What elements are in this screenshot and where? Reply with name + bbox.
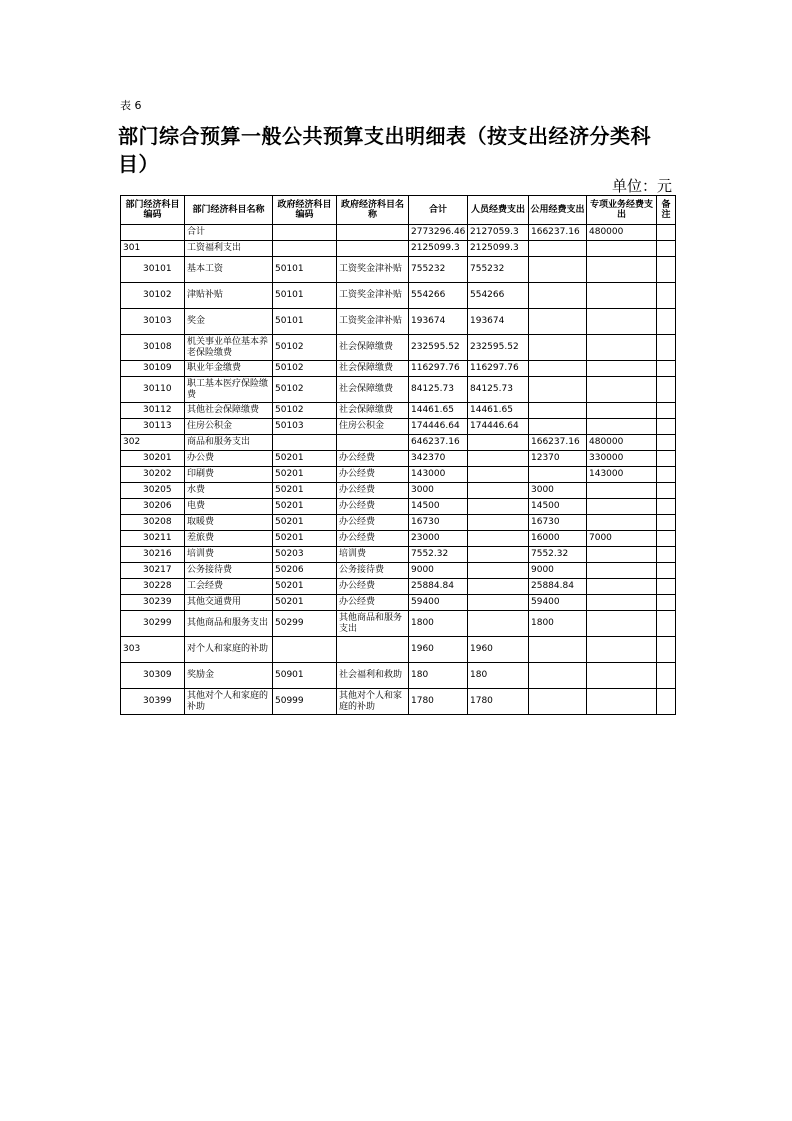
gov-code-cell: 50299 — [273, 611, 337, 637]
gov-name-cell: 办公经费 — [337, 499, 409, 515]
public-expense-cell: 25884.84 — [529, 579, 587, 595]
table-row — [121, 335, 676, 361]
gov-name-cell: 工资奖金津补贴 — [337, 309, 409, 335]
special-expense-cell — [587, 309, 657, 335]
note-cell — [657, 403, 676, 419]
table-row — [121, 309, 676, 335]
personnel-expense-cell — [468, 515, 529, 531]
gov-name-cell — [337, 435, 409, 451]
economic-code-cell: 30309 — [121, 663, 185, 689]
economic-name-cell: 其他对个人和家庭的补助 — [185, 689, 273, 715]
personnel-expense-cell: 2125099.3 — [468, 241, 529, 257]
gov-name-cell: 其他商品和服务支出 — [337, 611, 409, 637]
special-expense-cell — [587, 563, 657, 579]
gov-code-cell: 50206 — [273, 563, 337, 579]
table-row — [121, 403, 676, 419]
personnel-expense-cell: 2127059.3 — [468, 225, 529, 241]
personnel-expense-cell — [468, 483, 529, 499]
note-cell — [657, 257, 676, 283]
special-expense-cell — [587, 595, 657, 611]
special-expense-cell — [587, 403, 657, 419]
table-row — [121, 547, 676, 563]
economic-name-cell: 津贴补贴 — [185, 283, 273, 309]
table-row — [121, 361, 676, 377]
gov-code-cell: 50101 — [273, 283, 337, 309]
special-expense-cell — [587, 483, 657, 499]
economic-name-cell: 商品和服务支出 — [185, 435, 273, 451]
gov-name-cell: 社会保障缴费 — [337, 361, 409, 377]
table-row — [121, 663, 676, 689]
gov-name-cell: 社会保障缴费 — [337, 403, 409, 419]
table-row — [121, 241, 676, 257]
table-row — [121, 467, 676, 483]
economic-code-cell: 30239 — [121, 595, 185, 611]
gov-code-cell: 50201 — [273, 531, 337, 547]
personnel-expense-cell — [468, 531, 529, 547]
note-cell — [657, 225, 676, 241]
table-row — [121, 531, 676, 547]
personnel-expense-cell: 554266 — [468, 283, 529, 309]
note-cell — [657, 689, 676, 715]
personnel-expense-cell: 193674 — [468, 309, 529, 335]
gov-code-cell: 50102 — [273, 361, 337, 377]
economic-name-cell: 合计 — [185, 225, 273, 241]
table-row — [121, 451, 676, 467]
note-cell — [657, 515, 676, 531]
gov-code-cell: 50102 — [273, 403, 337, 419]
column-header: 专项业务经费支出 — [587, 196, 657, 225]
gov-name-cell: 培训费 — [337, 547, 409, 563]
special-expense-cell — [587, 689, 657, 715]
total-cell: 180 — [409, 663, 468, 689]
note-cell — [657, 579, 676, 595]
note-cell — [657, 499, 676, 515]
special-expense-cell — [587, 515, 657, 531]
gov-code-cell: 50901 — [273, 663, 337, 689]
column-header: 部门经济科目编码 — [121, 196, 185, 225]
public-expense-cell: 166237.16 — [529, 435, 587, 451]
economic-code-cell: 30217 — [121, 563, 185, 579]
gov-name-cell: 社会保障缴费 — [337, 377, 409, 403]
gov-name-cell: 办公经费 — [337, 467, 409, 483]
note-cell — [657, 309, 676, 335]
document-title: 部门综合预算一般公共预算支出明细表（按支出经济分类科目） — [118, 124, 651, 176]
gov-code-cell: 50201 — [273, 451, 337, 467]
economic-code-cell: 303 — [121, 637, 185, 663]
economic-name-cell: 住房公积金 — [185, 419, 273, 435]
note-cell — [657, 451, 676, 467]
economic-code-cell: 30108 — [121, 335, 185, 361]
economic-code-cell: 30101 — [121, 257, 185, 283]
economic-code-cell: 302 — [121, 435, 185, 451]
note-cell — [657, 419, 676, 435]
economic-code-cell: 301 — [121, 241, 185, 257]
special-expense-cell: 330000 — [587, 451, 657, 467]
special-expense-cell — [587, 611, 657, 637]
gov-code-cell: 50201 — [273, 483, 337, 499]
special-expense-cell — [587, 663, 657, 689]
special-expense-cell — [587, 499, 657, 515]
economic-code-cell: 30299 — [121, 611, 185, 637]
public-expense-cell — [529, 663, 587, 689]
total-cell: 116297.76 — [409, 361, 468, 377]
economic-code-cell: 30211 — [121, 531, 185, 547]
economic-code-cell: 30208 — [121, 515, 185, 531]
public-expense-cell — [529, 361, 587, 377]
unit-label: 单位：元 — [612, 177, 673, 195]
note-cell — [657, 483, 676, 499]
personnel-expense-cell: 755232 — [468, 257, 529, 283]
public-expense-cell — [529, 335, 587, 361]
economic-name-cell: 培训费 — [185, 547, 273, 563]
gov-code-cell: 50101 — [273, 257, 337, 283]
gov-name-cell: 工资奖金津补贴 — [337, 283, 409, 309]
gov-code-cell: 50201 — [273, 579, 337, 595]
economic-name-cell: 印刷费 — [185, 467, 273, 483]
total-cell: 554266 — [409, 283, 468, 309]
table-row — [121, 515, 676, 531]
economic-code-cell: 30103 — [121, 309, 185, 335]
table-row — [121, 611, 676, 637]
table-row — [121, 225, 676, 241]
personnel-expense-cell — [468, 451, 529, 467]
economic-name-cell: 基本工资 — [185, 257, 273, 283]
economic-name-cell: 工会经费 — [185, 579, 273, 595]
note-cell — [657, 377, 676, 403]
public-expense-cell: 9000 — [529, 563, 587, 579]
public-expense-cell — [529, 637, 587, 663]
special-expense-cell — [587, 637, 657, 663]
table-row — [121, 483, 676, 499]
personnel-expense-cell — [468, 563, 529, 579]
gov-name-cell: 其他对个人和家庭的补助 — [337, 689, 409, 715]
gov-name-cell: 办公经费 — [337, 579, 409, 595]
economic-name-cell: 工资福利支出 — [185, 241, 273, 257]
personnel-expense-cell — [468, 579, 529, 595]
total-cell: 14461.65 — [409, 403, 468, 419]
personnel-expense-cell — [468, 595, 529, 611]
total-cell: 16730 — [409, 515, 468, 531]
public-expense-cell: 3000 — [529, 483, 587, 499]
table-row — [121, 579, 676, 595]
total-cell: 143000 — [409, 467, 468, 483]
gov-code-cell: 50201 — [273, 515, 337, 531]
gov-name-cell: 办公经费 — [337, 531, 409, 547]
public-expense-cell: 12370 — [529, 451, 587, 467]
economic-name-cell: 对个人和家庭的补助 — [185, 637, 273, 663]
total-cell: 174446.64 — [409, 419, 468, 435]
column-header: 政府经济科目名称 — [337, 196, 409, 225]
total-cell: 342370 — [409, 451, 468, 467]
total-cell: 7552.32 — [409, 547, 468, 563]
total-cell: 1800 — [409, 611, 468, 637]
economic-name-cell: 水费 — [185, 483, 273, 499]
total-cell: 2125099.3 — [409, 241, 468, 257]
personnel-expense-cell — [468, 611, 529, 637]
public-expense-cell — [529, 309, 587, 335]
gov-code-cell: 50103 — [273, 419, 337, 435]
total-cell: 14500 — [409, 499, 468, 515]
public-expense-cell — [529, 377, 587, 403]
note-cell — [657, 611, 676, 637]
table-row — [121, 283, 676, 309]
economic-name-cell: 职工基本医疗保险缴费 — [185, 377, 273, 403]
gov-code-cell: 50203 — [273, 547, 337, 563]
public-expense-cell — [529, 467, 587, 483]
gov-name-cell — [337, 241, 409, 257]
public-expense-cell: 7552.32 — [529, 547, 587, 563]
table-row — [121, 377, 676, 403]
special-expense-cell — [587, 361, 657, 377]
table-row — [121, 435, 676, 451]
gov-code-cell: 50102 — [273, 335, 337, 361]
total-cell: 755232 — [409, 257, 468, 283]
gov-code-cell: 50201 — [273, 595, 337, 611]
economic-code-cell: 30228 — [121, 579, 185, 595]
personnel-expense-cell: 14461.65 — [468, 403, 529, 419]
note-cell — [657, 435, 676, 451]
column-header: 部门经济科目名称 — [185, 196, 273, 225]
special-expense-cell: 143000 — [587, 467, 657, 483]
table-label: 表 6 — [120, 99, 142, 112]
economic-name-cell: 其他商品和服务支出 — [185, 611, 273, 637]
economic-code-cell: 30202 — [121, 467, 185, 483]
personnel-expense-cell — [468, 435, 529, 451]
personnel-expense-cell: 180 — [468, 663, 529, 689]
public-expense-cell: 16000 — [529, 531, 587, 547]
public-expense-cell: 1800 — [529, 611, 587, 637]
note-cell — [657, 563, 676, 579]
economic-code-cell: 30113 — [121, 419, 185, 435]
gov-code-cell — [273, 225, 337, 241]
economic-name-cell: 电费 — [185, 499, 273, 515]
special-expense-cell — [587, 377, 657, 403]
economic-code-cell: 30205 — [121, 483, 185, 499]
gov-code-cell: 50102 — [273, 377, 337, 403]
economic-code-cell: 30216 — [121, 547, 185, 563]
economic-code-cell: 30201 — [121, 451, 185, 467]
special-expense-cell — [587, 257, 657, 283]
total-cell: 1960 — [409, 637, 468, 663]
note-cell — [657, 663, 676, 689]
column-header: 政府经济科目编码 — [273, 196, 337, 225]
economic-code-cell: 30102 — [121, 283, 185, 309]
total-cell: 1780 — [409, 689, 468, 715]
special-expense-cell — [587, 335, 657, 361]
note-cell — [657, 361, 676, 377]
personnel-expense-cell: 84125.73 — [468, 377, 529, 403]
economic-code-cell: 30112 — [121, 403, 185, 419]
public-expense-cell — [529, 241, 587, 257]
economic-code-cell: 30110 — [121, 377, 185, 403]
table-header-row — [121, 196, 676, 225]
table-body — [121, 225, 676, 715]
gov-name-cell: 工资奖金津补贴 — [337, 257, 409, 283]
personnel-expense-cell: 1780 — [468, 689, 529, 715]
public-expense-cell — [529, 419, 587, 435]
gov-name-cell — [337, 637, 409, 663]
table-row — [121, 563, 676, 579]
public-expense-cell — [529, 403, 587, 419]
gov-code-cell: 50201 — [273, 467, 337, 483]
personnel-expense-cell: 232595.52 — [468, 335, 529, 361]
economic-name-cell: 职业年金缴费 — [185, 361, 273, 377]
economic-name-cell: 取暖费 — [185, 515, 273, 531]
column-header: 合计 — [409, 196, 468, 225]
note-cell — [657, 467, 676, 483]
gov-code-cell — [273, 241, 337, 257]
economic-name-cell: 其他社会保障缴费 — [185, 403, 273, 419]
gov-name-cell — [337, 225, 409, 241]
gov-name-cell: 办公经费 — [337, 451, 409, 467]
note-cell — [657, 241, 676, 257]
total-cell: 3000 — [409, 483, 468, 499]
note-cell — [657, 595, 676, 611]
special-expense-cell — [587, 241, 657, 257]
total-cell: 193674 — [409, 309, 468, 335]
note-cell — [657, 531, 676, 547]
column-header: 公用经费支出 — [529, 196, 587, 225]
economic-name-cell: 其他交通费用 — [185, 595, 273, 611]
public-expense-cell: 14500 — [529, 499, 587, 515]
note-cell — [657, 637, 676, 663]
gov-name-cell: 办公经费 — [337, 515, 409, 531]
economic-name-cell: 办公费 — [185, 451, 273, 467]
special-expense-cell — [587, 283, 657, 309]
gov-name-cell: 公务接待费 — [337, 563, 409, 579]
economic-name-cell: 机关事业单位基本养老保险缴费 — [185, 335, 273, 361]
personnel-expense-cell — [468, 467, 529, 483]
personnel-expense-cell: 116297.76 — [468, 361, 529, 377]
total-cell: 25884.84 — [409, 579, 468, 595]
special-expense-cell: 7000 — [587, 531, 657, 547]
note-cell — [657, 335, 676, 361]
economic-code-cell: 30399 — [121, 689, 185, 715]
total-cell: 23000 — [409, 531, 468, 547]
special-expense-cell — [587, 419, 657, 435]
column-header: 人员经费支出 — [468, 196, 529, 225]
public-expense-cell — [529, 689, 587, 715]
gov-name-cell: 社会保障缴费 — [337, 335, 409, 361]
economic-code-cell — [121, 225, 185, 241]
economic-code-cell: 30206 — [121, 499, 185, 515]
table-row — [121, 689, 676, 715]
table-row — [121, 499, 676, 515]
public-expense-cell: 59400 — [529, 595, 587, 611]
economic-name-cell: 奖金 — [185, 309, 273, 335]
gov-name-cell: 住房公积金 — [337, 419, 409, 435]
economic-name-cell: 差旅费 — [185, 531, 273, 547]
public-expense-cell — [529, 283, 587, 309]
note-cell — [657, 283, 676, 309]
public-expense-cell: 166237.16 — [529, 225, 587, 241]
economic-name-cell: 奖励金 — [185, 663, 273, 689]
table-row — [121, 257, 676, 283]
personnel-expense-cell: 174446.64 — [468, 419, 529, 435]
special-expense-cell: 480000 — [587, 435, 657, 451]
gov-code-cell: 50201 — [273, 499, 337, 515]
total-cell: 59400 — [409, 595, 468, 611]
budget-table — [120, 195, 676, 715]
special-expense-cell — [587, 579, 657, 595]
gov-name-cell: 办公经费 — [337, 483, 409, 499]
total-cell: 2773296.46 — [409, 225, 468, 241]
public-expense-cell: 16730 — [529, 515, 587, 531]
economic-name-cell: 公务接待费 — [185, 563, 273, 579]
total-cell: 9000 — [409, 563, 468, 579]
total-cell: 232595.52 — [409, 335, 468, 361]
gov-code-cell: 50999 — [273, 689, 337, 715]
gov-code-cell: 50101 — [273, 309, 337, 335]
note-cell — [657, 547, 676, 563]
table-row — [121, 637, 676, 663]
table-row — [121, 419, 676, 435]
economic-code-cell: 30109 — [121, 361, 185, 377]
personnel-expense-cell: 1960 — [468, 637, 529, 663]
column-header: 备注 — [657, 196, 676, 225]
table-row — [121, 595, 676, 611]
total-cell: 84125.73 — [409, 377, 468, 403]
gov-code-cell — [273, 637, 337, 663]
personnel-expense-cell — [468, 547, 529, 563]
gov-code-cell — [273, 435, 337, 451]
special-expense-cell: 480000 — [587, 225, 657, 241]
special-expense-cell — [587, 547, 657, 563]
public-expense-cell — [529, 257, 587, 283]
gov-name-cell: 办公经费 — [337, 595, 409, 611]
total-cell: 646237.16 — [409, 435, 468, 451]
gov-name-cell: 社会福利和救助 — [337, 663, 409, 689]
personnel-expense-cell — [468, 499, 529, 515]
